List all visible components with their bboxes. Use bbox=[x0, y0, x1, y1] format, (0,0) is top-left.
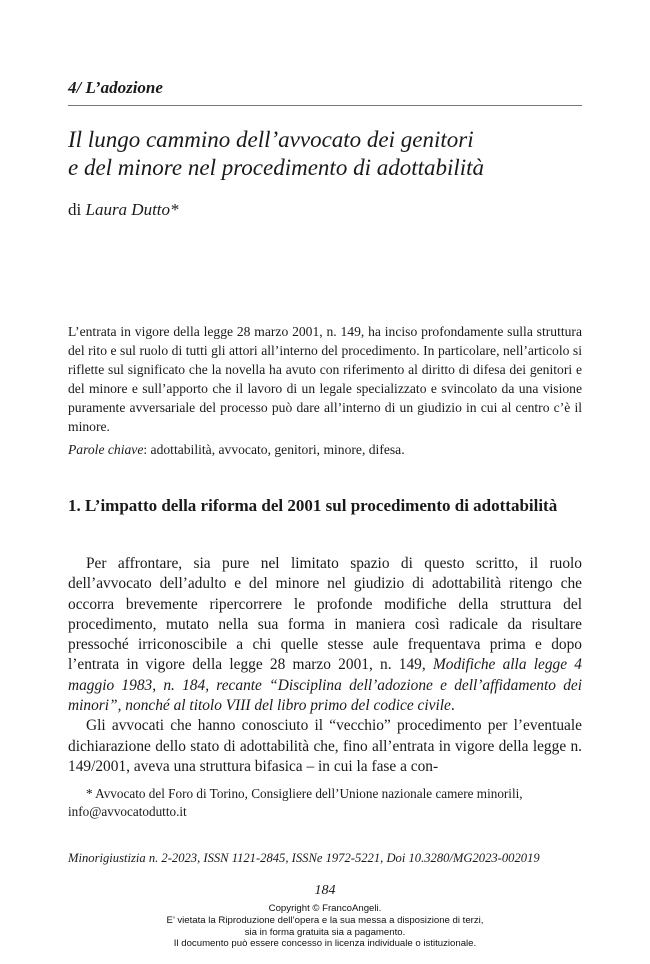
keywords-label: Parole chiave bbox=[68, 442, 144, 457]
copyright-line: E’ vietata la Riproduzione dell’opera e la sua messa a disposizione di terzi, bbox=[166, 914, 484, 926]
page-number: 184 bbox=[314, 883, 336, 898]
title-line-1: Il lungo cammino dell’avvocato dei genitori bbox=[68, 127, 474, 152]
paragraph-1 bbox=[68, 554, 582, 716]
abstract: L’entrata in vigore della legge 28 marzo 2001, n. 149, ha inciso profondamente sulla struttura del rito e sul ruolo di tutti gli attori all’interno del procedimento. In particolare, nell’articolo si riflette sul significato che la novella ha avuto con riferimento al diritto di difesa dei genitori e del minore e sull’apporto che il lavoro di un legale specializzato e svincolato da una visione puramente avversariale del processo può dare all’interno di un giudizio in cui al centro c’è il minore. bbox=[68, 324, 582, 434]
title-line-2: e del minore nel procedimento di adottabilità bbox=[68, 155, 485, 180]
keywords-text: : adottabilità, avvocato, genitori, minore, difesa. bbox=[143, 442, 405, 457]
section-heading: 1. L’impatto della riforma del 2001 sul procedimento di adottabilità bbox=[68, 496, 558, 515]
header-divider bbox=[68, 105, 582, 106]
copyright-line: Il documento può essere concesso in licenza individuale o istituzionale. bbox=[173, 938, 477, 950]
section-label: 4/ L’adozione bbox=[68, 78, 163, 97]
footnote: * Avvocato del Foro di Torino, Consigliere dell’Unione nazionale camere minorili, info@avvocatodutto.it bbox=[68, 786, 523, 819]
article-title bbox=[68, 126, 588, 182]
paragraph-1-end: . bbox=[450, 697, 455, 715]
keywords bbox=[68, 442, 582, 458]
paragraph-1-text: Per affrontare, sia pure nel limitato spazio di questo scritto, il ruolo dell’avvocato dell’adulto e del minore nel giudizio di adottabilità ritengo che occorra brevemente ripercorrere le profonde modifiche della struttura del procedimento, mutato nella sua forma in maniera così radicale da risultare pressoché irriconoscibile a chi quelle stesse aule frequentava prima e dopo l’entrata in vigore della legge 28 marzo 2001, n. 149, bbox=[68, 555, 582, 674]
author-prefix: di bbox=[68, 200, 86, 219]
author-line bbox=[68, 200, 179, 220]
paragraph-1-law-title: Modifiche alla legge 4 maggio 1983, n. 184, recante “Disciplina dell’adozione e dell’affidamento dei minori”, nonché al titolo VIII del libro primo del codice civile bbox=[68, 656, 582, 715]
copyright-notice bbox=[0, 903, 650, 950]
copyright-line: Copyright © FrancoAngeli. bbox=[268, 903, 382, 914]
journal-citation: Minorigiustizia n. 2-2023, ISSN 1121-2845, ISSNe 1972-5221, Doi 10.3280/MG2023-002019 bbox=[68, 851, 540, 865]
author-name: Laura Dutto* bbox=[85, 200, 179, 219]
body-text bbox=[68, 554, 582, 777]
paragraph-2: Gli avvocati che hanno conosciuto il “vecchio” procedimento per l’eventuale dichiarazione dello stato di adottabilità che, fino all’entrata in vigore della legge n. 149/2001, aveva una struttura bifasica – in cui la fase a con- bbox=[68, 717, 582, 775]
copyright-line: sia in forma gratuita sia a pagamento. bbox=[244, 926, 406, 938]
